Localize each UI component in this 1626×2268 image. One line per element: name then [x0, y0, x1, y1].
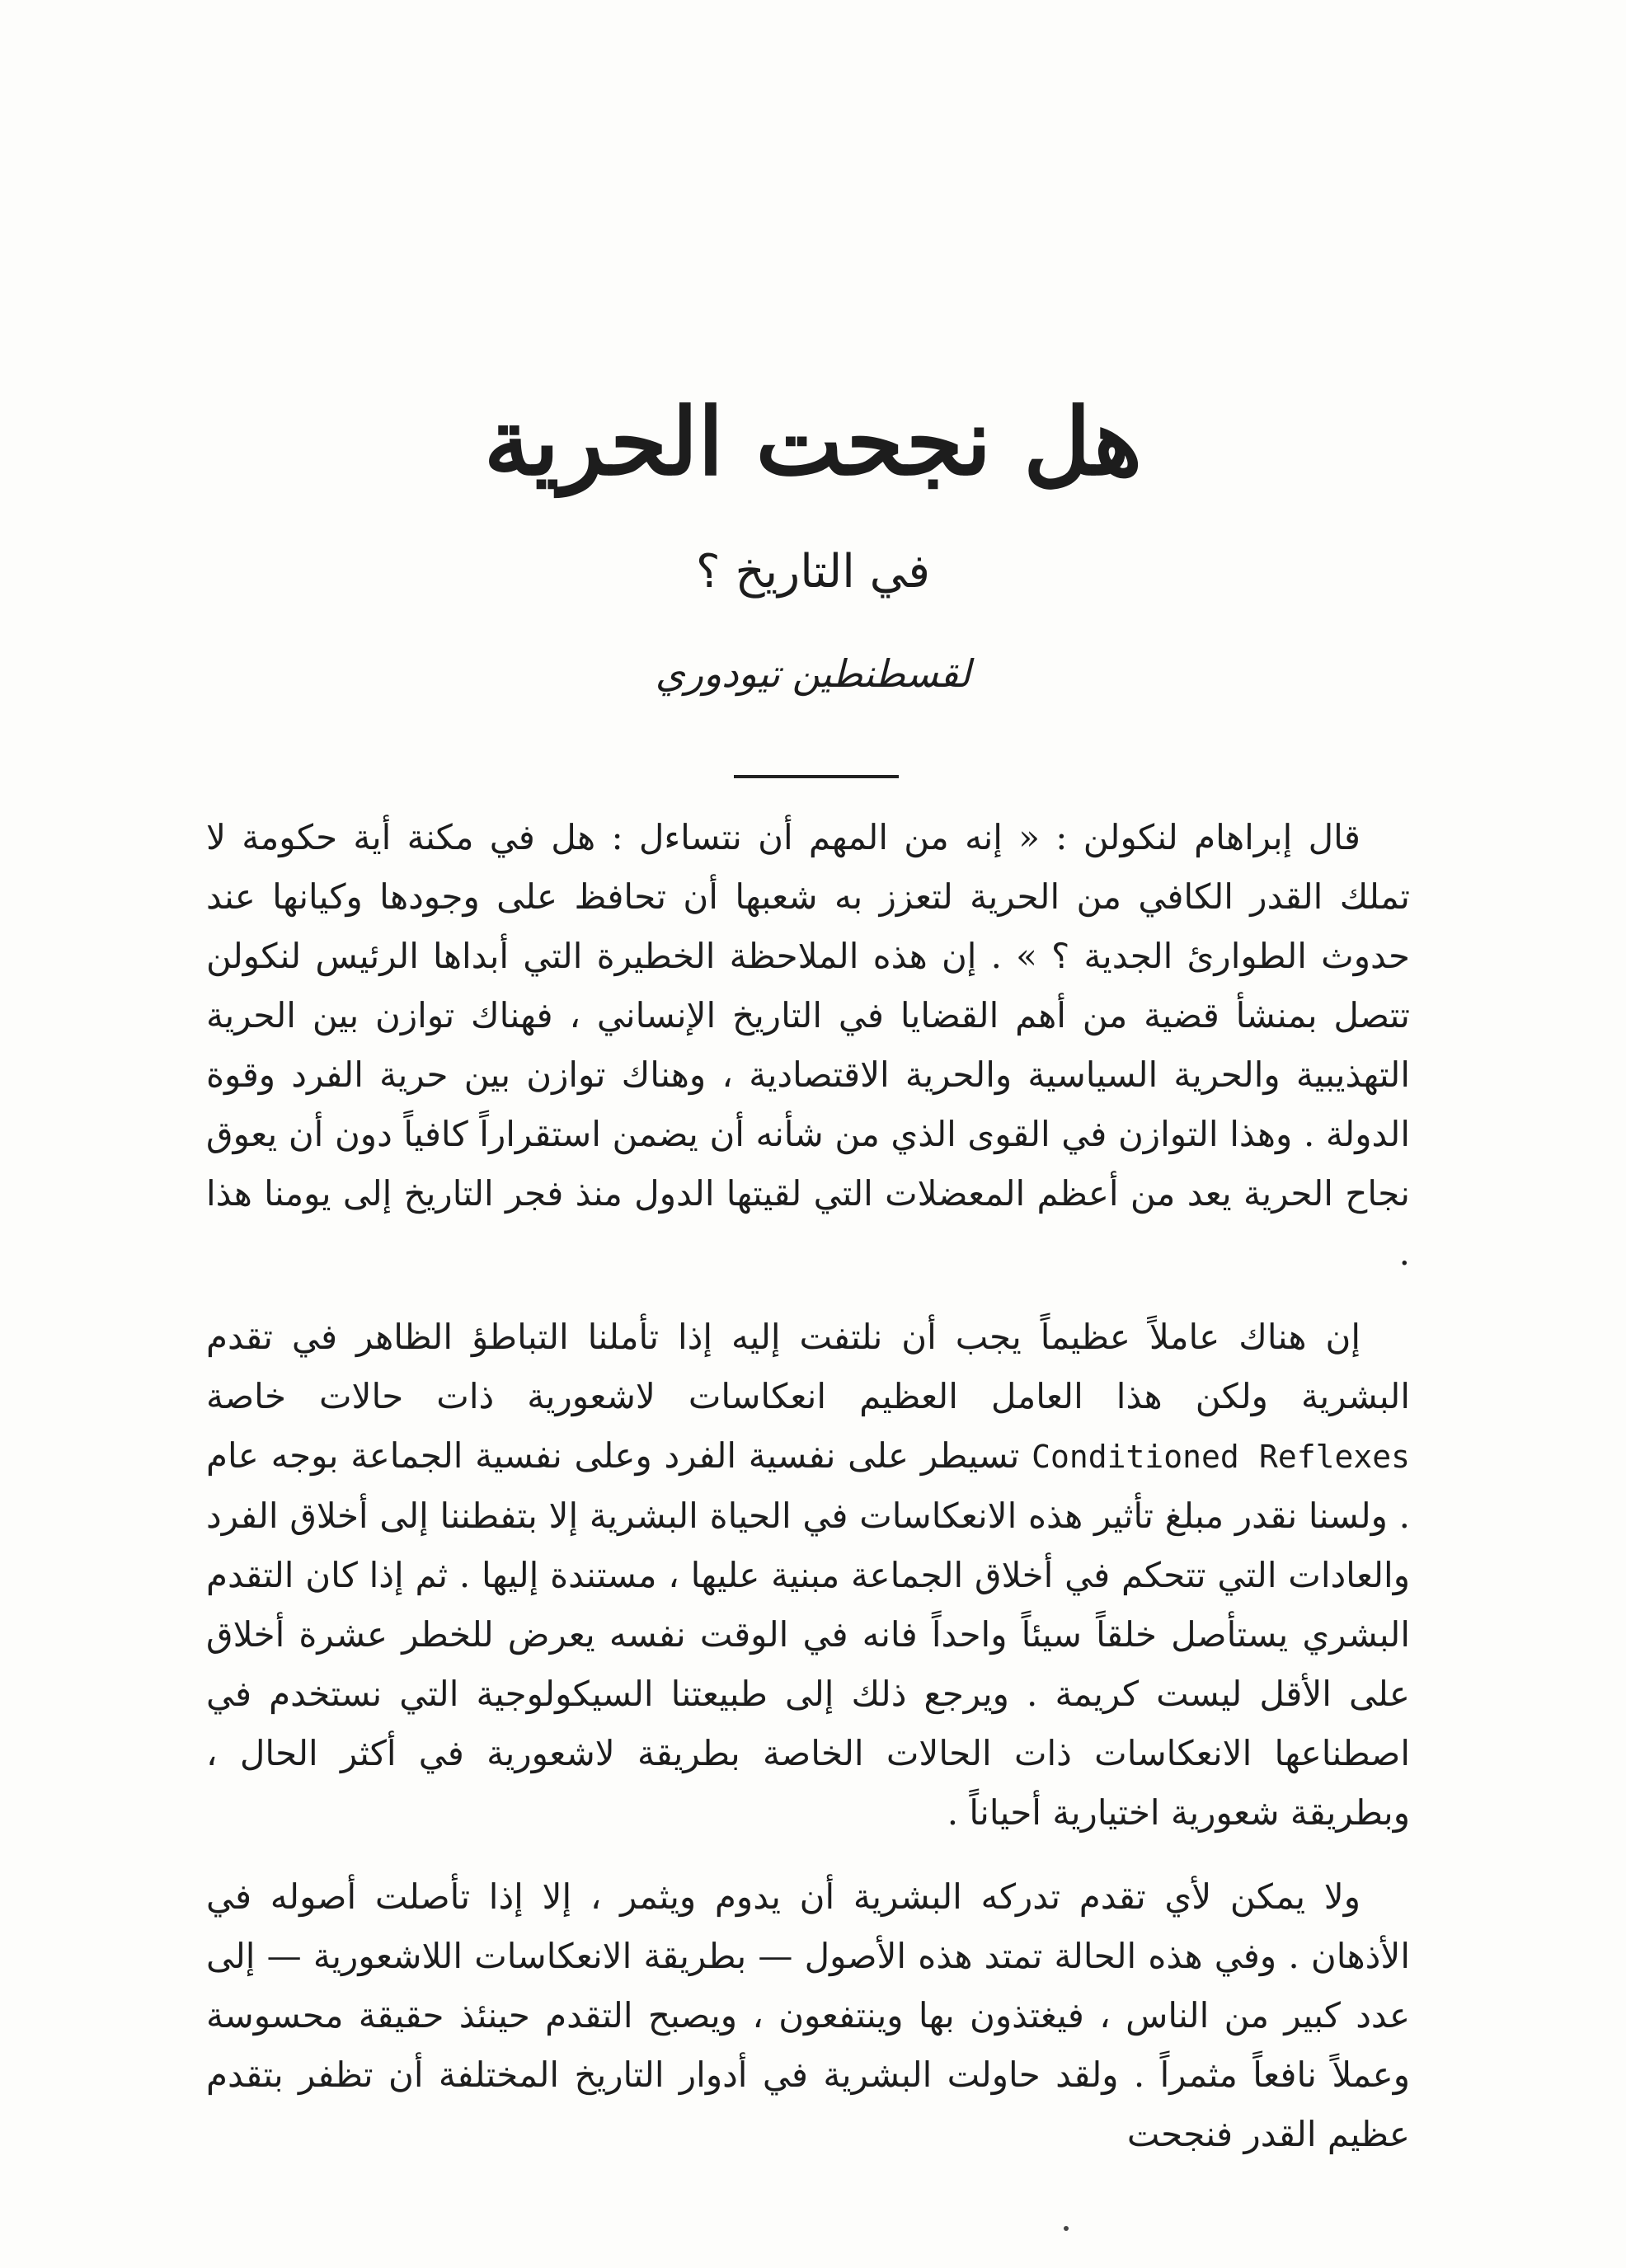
article-body: [206, 808, 1410, 2189]
title-divider: [734, 775, 899, 778]
paragraph-3: ولا يمكن لأي تقدم تدركه البشرية أن يدوم ويثمر ، إلا إذا تأصلت أصوله في الأذهان . وفي هذه الحالة تمتد هذه الأصول — بطريقة الانعكاسات اللاشعورية — إلى عدد كبير من الناس ، فيغتذون بها وينتفعون ، ويصبح التقدم حينئذ حقيقة محسوسة وعملاً نافعاً مثمراً . ولقد حاولت البشرية في أدوار التاريخ المختلفة أن تظفر بتقدم عظيم القدر فنجحت: [206, 1876, 1410, 2154]
paragraph-2-arabic-continuation: تسيطر على نفسية الفرد وعلى نفسية الجماعة بوجه عام . ولسنا نقدر مبلغ تأثير هذه الانعكاسات في الحياة البشرية إلا بتفطننا إلى أخلاق الفرد والعادات التي تتحكم في أخلاق الجماعة مبنية عليها ، مستندة إليها . ثم إذا كان التقدم البشري يستأصل خلقاً سيئاً واحداً فانه في الوقت نفسه يعرض للخطر عشرة أخلاق على الأقل ليست كريمة . ويرجع ذلك إلى طبيعتنا السيكولوجية التي نستخدم في اصطناعها الانعكاسات ذات الحالات الخاصة بطريقة لاشعورية في أكثر الحال ، وبطريقة شعورية اختيارية أحياناً .: [206, 1435, 1410, 1833]
article-subtitle: في التاريخ ؟: [695, 545, 931, 599]
paragraph-1: قال إبراهام لنكولن : « إنه من المهم أن نتساءل : هل في مكنة أية حكومة لا تملك القدر الكافي من الحرية لتعزز به شعبها أن تحافظ على وجودها وكيانها عند حدوث الطوارئ الجدية ؟ » . إن هذه الملاحظة الخطيرة التي أبداها الرئيس لنكولن تتصل بمنشأ قضية من أهم القضايا في التاريخ الإنساني ، فهناك توازن بين الحرية التهذيبية والحرية السياسية والحرية الاقتصادية ، وهناك توازن بين حرية الفرد وقوة الدولة . وهذا التوازن في القوى الذي من شأنه أن يضمن استقراراً كافياً دون أن يعوق نجاح الحرية يعد من أعظم المعضلات التي لقيتها الدول منذ فجر التاريخ إلى يومنا هذا .: [206, 817, 1410, 1273]
article-title: هل نجحت الحرية: [483, 388, 1143, 496]
article-author: لقسطنطين تيودوري: [655, 651, 971, 696]
english-term: Conditioned Reflexes: [1032, 1439, 1411, 1475]
page-mark-dot: [1064, 2226, 1069, 2231]
paragraph-2: [206, 1308, 1410, 1843]
paragraph-2-arabic-intro: إن هناك عاملاً عظيماً يجب أن نلتفت إليه إذا تأملنا التباطؤ الظاهر في تقدم البشرية ولكن هذا العامل العظيم انعكاسات لاشعورية ذات حالات خاصة: [206, 1317, 1410, 1416]
